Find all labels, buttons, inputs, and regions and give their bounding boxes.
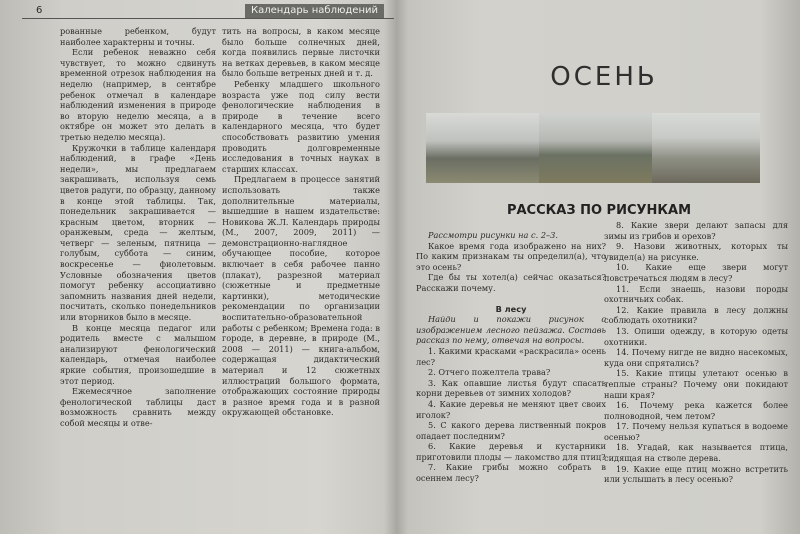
paragraph: Кружочки в таблице календаря наблюдений, в графе «День недели», мы предлагаем закрашивать, используя семь цветов радуги, по образцу, данному в конце этой таблицы. Так, понедельник закрашивается — красным цветом, вторник — оранжевым, среда — желтым, четверг — зеленым, пятница — голубым, суббота — синим, воскресенье — фиолетовым. Условные обозначения цветов помогут ребенку ассоциативно запомнить названия дней недели, посчитать, сколько понедельников или вторников было в месяце. xyxy=(60,142,216,323)
intro-text: Рассмотри рисунки на с. 2–3. xyxy=(428,230,558,240)
header-title: Календарь наблюдений xyxy=(245,4,384,18)
paragraph: Если ребенок неважно себя чувствует, то можно сдвинуть временной отрезок наблюдения на неделю (например, в сентябре ребенок отмечал в календаре наблюдений изменения в природе во вторую неделю месяца, а в октябре он может это делать в третью неделю месяца). xyxy=(60,47,216,142)
question: 5. С какого дерева лиственный покров опадает последним? xyxy=(416,420,606,441)
paragraph: Ребенку младшего школьного возраста уже под силу вести фенологические наблюдения в природе в течение всего календарного месяца, что будет способствовать развитию умения проводить долговременные исследования в точных науках в старших классах. xyxy=(222,78,380,174)
right-column-1 xyxy=(416,230,606,484)
question: 7. Какие грибы можно собрать в осеннем лесу? xyxy=(416,462,606,484)
task-text: Найди и покажи рисунок с изображением лесного пейзажа. Составь рассказ по нему, отвечая на вопросы. xyxy=(416,314,606,346)
question: 3. Как опавшие листья будут спасать корни деревьев от зимних холодов? xyxy=(416,377,606,399)
subheading: В лесу xyxy=(495,303,527,314)
page-number: 6 xyxy=(36,5,43,16)
section-title: РАССКАЗ ПО РИСУНКАМ xyxy=(506,203,692,218)
left-page xyxy=(22,0,394,534)
paragraph: В конце месяца педагог или родитель вместе с малышом анализируют фенологический календарь, отмечая наиболее яркие события, произошедшие в этот период. xyxy=(60,322,216,386)
left-column-1 xyxy=(60,26,216,429)
autumn-city-illustration xyxy=(652,113,760,183)
question: 9. Назови животных, которых ты увидел(а) на рисунке. xyxy=(604,241,788,262)
question: 12. Какие правила в лесу должны соблюдать охотники? xyxy=(604,304,788,326)
paragraph: Какое время года изображено на них? По каким признакам ты определил(а), что это осень? xyxy=(416,240,606,272)
chapter-title: ОСЕНЬ xyxy=(550,62,658,92)
question: 11. Если знаешь, назови породы охотничьих собак. xyxy=(604,283,788,305)
right-page xyxy=(404,0,794,534)
question: 10. Какие еще звери могут повстречаться людям в лесу? xyxy=(604,262,788,283)
question: 1. Какими красками «раскрасила» осень лес? xyxy=(416,345,606,367)
question: 19. Какие еще птиц можно встретить или услышать в лесу осенью? xyxy=(604,463,788,485)
paragraph: рованные ребенком, будут наиболее характерны и точны. xyxy=(60,26,216,47)
question: 14. Почему нигде не видно насекомых, куда они спрятались? xyxy=(604,347,788,368)
paragraph: Ежемесячное заполнение фенологической таблицы даст возможность сравнить между собой месяцы и отве- xyxy=(60,386,216,428)
question: 13. Опиши одежду, в которую одеты охотники. xyxy=(604,325,788,347)
question: 18. Угадай, как называется птица, сидящая на стволе дерева. xyxy=(604,442,788,464)
paragraph: Где бы ты хотел(а) сейчас оказаться? Расскажи почему. xyxy=(416,272,606,293)
question: 8. Какие звери делают запасы для зимы из грибов и орехов? xyxy=(604,220,788,241)
right-column-2 xyxy=(604,220,788,485)
autumn-village-illustration xyxy=(426,113,554,183)
paragraph: тить на вопросы, в каком месяце было больше солнечных дней, когда появились первые листочки на ветках деревьев, в каком месяце было больше ветреных дней и т. д. xyxy=(222,26,380,79)
question: 2. Отчего пожелтела трава? xyxy=(428,367,551,378)
question: 15. Какие птицы улетают осенью в теплые страны? Почему они покидают наши края? xyxy=(604,368,788,400)
autumn-garden-illustration xyxy=(539,113,667,183)
question: 16. Почему река кажется более полноводной, чем летом? xyxy=(604,400,788,421)
question: 4. Какие деревья не меняют цвет своих иголок? xyxy=(416,398,606,420)
page-header xyxy=(22,4,394,19)
question: 6. Какие деревья и кустарники приготовили плоды — лакомство для птиц? xyxy=(416,441,606,462)
left-column-2 xyxy=(222,26,380,418)
question: 17. Почему нельзя купаться в водоеме осенью? xyxy=(604,421,788,442)
paragraph: Предлагаем в процессе занятий использовать также дополнительные материалы, вышедшие в нашем издательстве: Новикова Ж.Л. Календарь природы (М., 2007, 2009, 2011) — демонстрационно-наглядное обучающее пособие, которое включает в себя рабочее панно (плакат), разрезной материал (сюжетные и предметные картинки), методические рекомендации по организации воспитательно-образовательной работы с ребенком; Времена года: в городе, в деревне, в природе (М., 2008 — 2011) — книга-альбом, содержащая дидактический материал и 12 сюжетных иллюстраций большого формата, отображающих состояние природы в разное время года и в разной окружающей обстановке. xyxy=(222,174,380,418)
